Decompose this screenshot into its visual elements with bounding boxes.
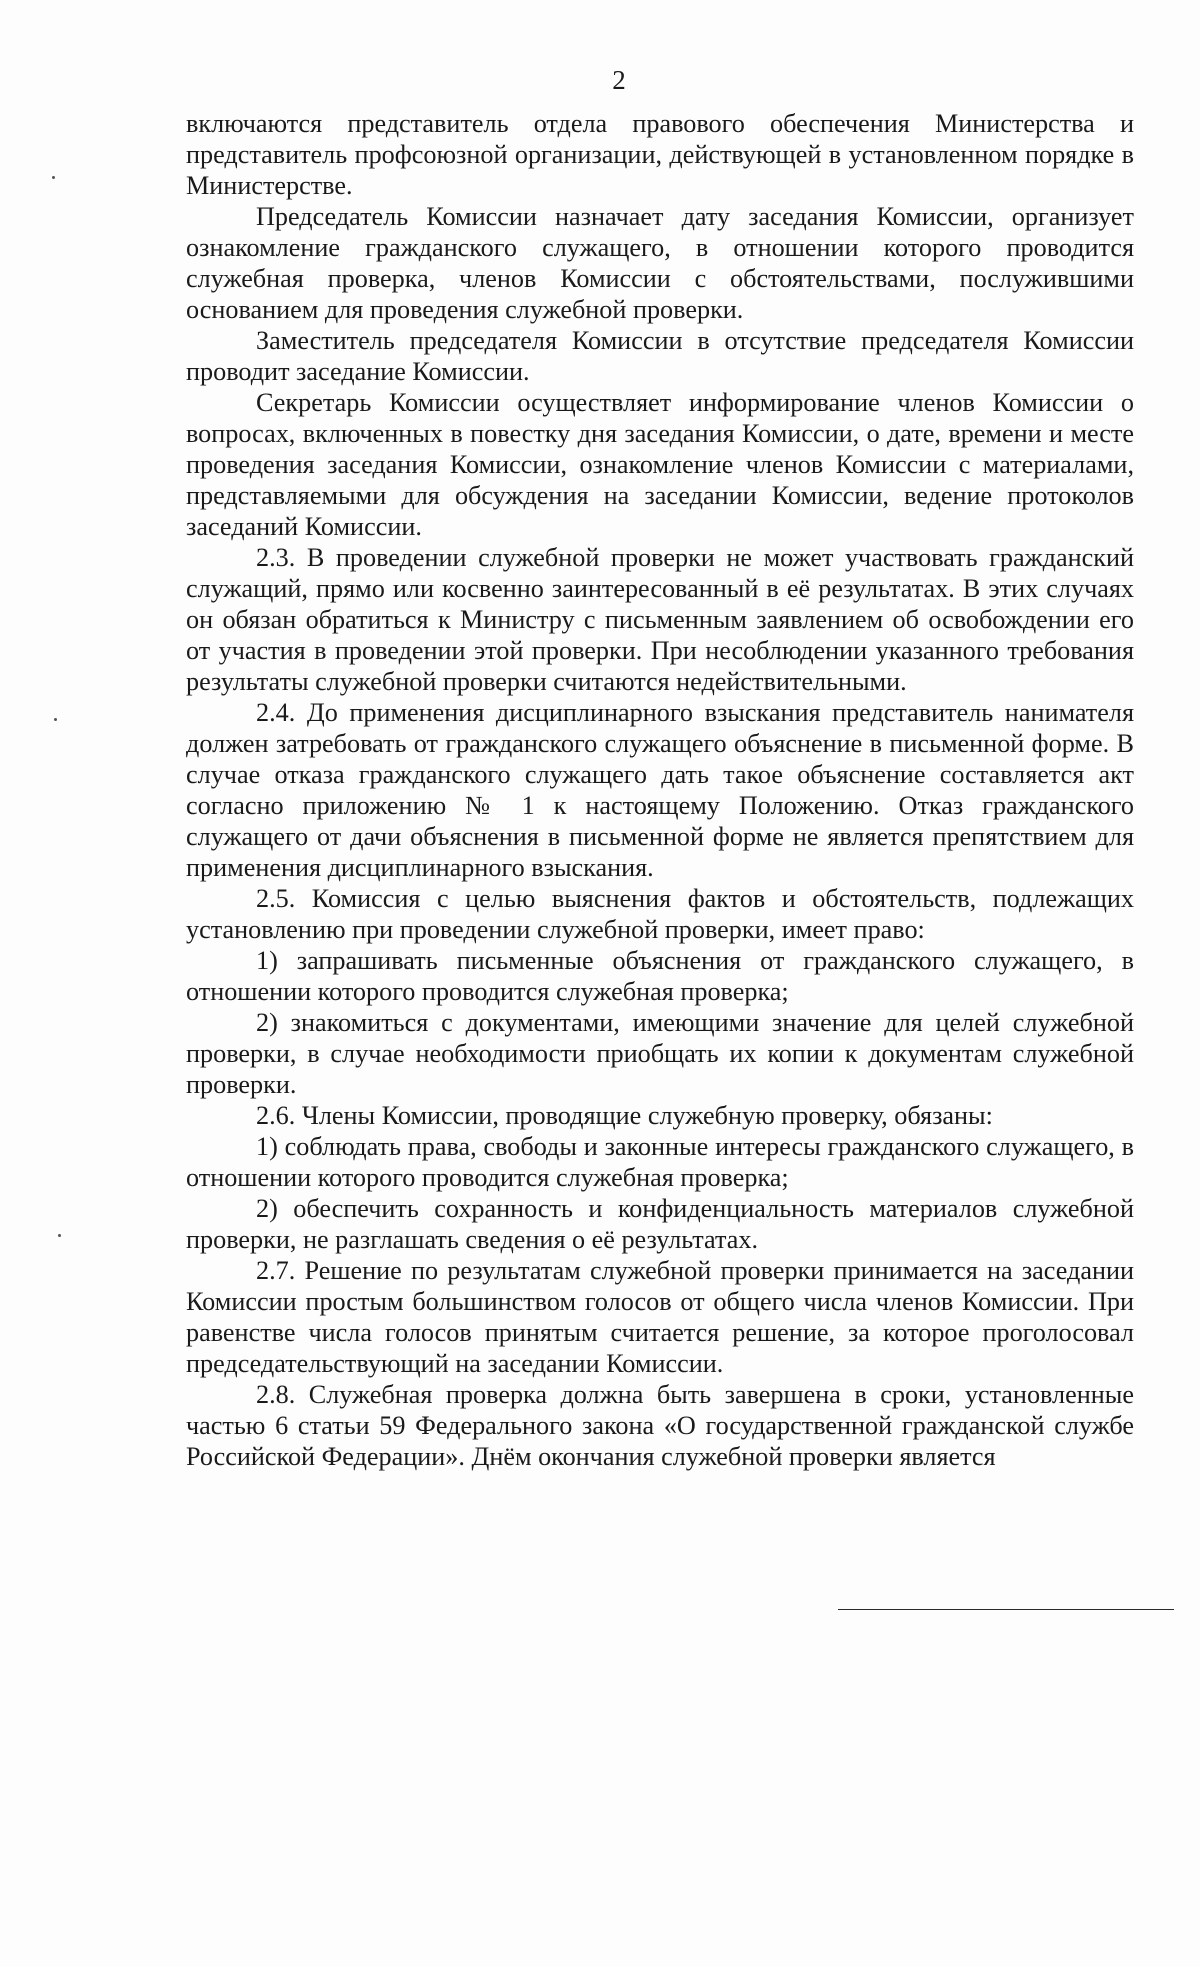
paragraph-deputy-chairman: Заместитель председателя Комиссии в отсутствие председателя Комиссии проводит заседание Комиссии. (186, 326, 1134, 386)
paragraph-2-4: 2.4. До применения дисциплинарного взыскания представитель нанимателя должен затребовать от гражданского служащего объяснение в письменной форме. В случае отказа гражданского служащего дать такое объяснение составляется акт согласно приложению № 1 к настоящему Положению. Отказ гражданского служащего от дачи объяснения в письменной форме не является препятствием для применения дисциплинарного взыскания. (186, 698, 1134, 882)
paragraph-continuation: включаются представитель отдела правового обеспечения Министерства и представитель профсоюзной организации, действующей в установленном порядке в Министерстве. (186, 109, 1134, 200)
scan-speck (58, 1234, 61, 1237)
paragraph-chairman-duties: Председатель Комиссии назначает дату заседания Комиссии, организует ознакомление гражданского служащего, в отношении которого проводится служебная проверка, членов Комиссии с обстоятельствами, послужившими основанием для проведения служебной проверки. (186, 202, 1134, 324)
scan-speck (54, 718, 57, 721)
paragraph-2-6: 2.6. Члены Комиссии, проводящие служебную проверку, обязаны: (256, 1101, 993, 1130)
page-number: 2 (612, 65, 626, 95)
paragraph-secretary-duties: Секретарь Комиссии осуществляет информирование членов Комиссии о вопросах, включенных в повестку дня заседания Комиссии, о дате, времени и месте проведения заседания Комиссии, ознакомление членов Комиссии с материалами, представляемыми для обсуждения на заседании Комиссии, ведение протоколов заседаний Комиссии. (186, 388, 1134, 541)
paragraph-2-5-item-2: 2) знакомиться с документами, имеющими значение для целей служебной проверки, в случае необходимости приобщать их копии к документам служебной проверки. (186, 1008, 1134, 1099)
paragraph-2-6-item-1: 1) соблюдать права, свободы и законные интересы гражданского служащего, в отношении которого проводится служебная проверка; (186, 1132, 1134, 1192)
document-body (186, 108, 1134, 1472)
paragraph-2-8: 2.8. Служебная проверка должна быть завершена в сроки, установленные частью 6 статьи 59 Федерального закона «О государственной гражданской службе Российской Федерации». Днём окончания служебной проверки является (186, 1380, 1134, 1471)
scan-speck (52, 176, 55, 179)
paragraph-2-5-item-1: 1) запрашивать письменные объяснения от гражданского служащего, в отношении которого проводится служебная проверка; (186, 946, 1134, 1006)
paragraph-2-7: 2.7. Решение по результатам служебной проверки принимается на заседании Комиссии простым большинством голосов от общего числа членов Комиссии. При равенстве числа голосов принятым считается решение, за которое проголосовал председательствующий на заседании Комиссии. (186, 1256, 1134, 1378)
paragraph-2-5: 2.5. Комиссия с целью выяснения фактов и обстоятельств, подлежащих установлению при проведении служебной проверки, имеет право: (186, 884, 1134, 944)
paragraph-2-6-item-2: 2) обеспечить сохранность и конфиденциальность материалов служебной проверки, не разглашать сведения о её результатах. (186, 1194, 1134, 1254)
paragraph-2-3: 2.3. В проведении служебной проверки не может участвовать гражданский служащий, прямо или косвенно заинтересованный в её результатах. В этих случаях он обязан обратиться к Министру с письменным заявлением об освобождении его от участия в проведении этой проверки. При несоблюдении указанного требования результаты служебной проверки считаются недействительными. (186, 543, 1134, 696)
footer-separator-line (838, 1609, 1174, 1610)
